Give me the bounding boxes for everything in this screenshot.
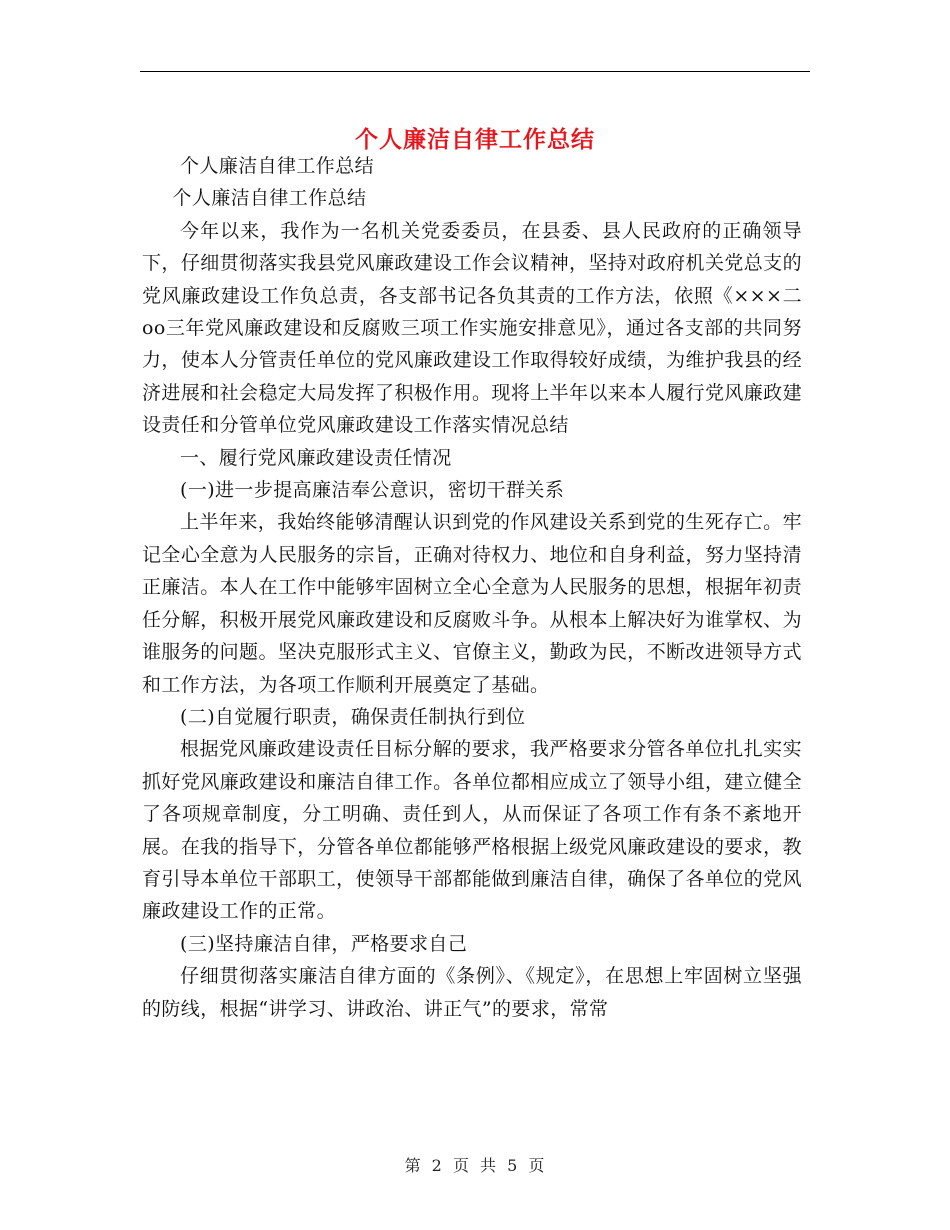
page-number-footer: 第 2 页 共 5 页 [404, 1156, 546, 1175]
subsection-heading-2: (二)自觉履行职责，确保责任制执行到位 [180, 705, 526, 728]
paragraph-subsection-1: 上半年来，我始终能够清醒认识到党的作风建设关系到党的生死存亡。牢记全心全意为人民服务的宗旨，正确对待权力、地位和自身利益，努力坚持清正廉洁。本人在工作中能够牢固树立全心全意为人民服务的思想，根据年初责任分解，积极开展党风廉政建设和反腐败斗争。从根本上解决好为谁掌权、为谁服务的问题。坚决克服形式主义、官僚主义，勤政为民，不断改进领导方式和工作方法，为各项工作顺利开展奠定了基础。 [142, 511, 802, 696]
subsection-heading-3: (三)坚持廉洁自律，严格要求自己 [180, 932, 468, 955]
paragraph-intro: 今年以来，我作为一名机关党委委员，在县委、县人民政府的正确领导下，仔细贯彻落实我县党风廉政建设工作会议精神，坚持对政府机关党总支的党风廉政建设工作负总责，各支部书记各负其责的工作方法，依照《×××二oo三年党风廉政建设和反腐败三项工作实施安排意见》，通过各支部的共同努力，使本人分管责任单位的党风廉政建设工作取得较好成绩，为维护我县的经济进展和社会稳定大局发挥了积极作用。现将上半年以来本人履行党风廉政建设责任和分管单位党风廉政建设工作落实情况总结 [142, 219, 802, 437]
subsection-heading-1: (一)进一步提高廉洁奉公意识，密切干群关系 [180, 479, 565, 502]
paragraph-subsection-2: 根据党风廉政建设责任目标分解的要求，我严格要求分管各单位扎扎实实抓好党风廉政建设和廉洁自律工作。各单位都相应成立了领导小组，建立健全了各项规章制度，分工明确、责任到人，从而保证了各项工作有条不紊地开展。在我的指导下，分管各单位都能够严格根据上级党风廉政建设的要求，教育引导本单位干部职工，使领导干部都能做到廉洁自律，确保了各单位的党风廉政建设工作的正常。 [142, 738, 802, 923]
header-rule [140, 71, 810, 72]
paragraph-subsection-3: 仔细贯彻落实廉洁自律方面的《条例》、《规定》，在思想上牢固树立坚强的防线，根据“讲学习、讲政治、讲正气”的要求，常常 [142, 965, 802, 1020]
document-title: 个人廉洁自律工作总结 [355, 126, 595, 154]
paragraph-heading-repeat-1: 个人廉洁自律工作总结 [180, 155, 375, 177]
paragraph-heading-repeat-2: 个人廉洁自律工作总结 [172, 187, 367, 210]
section-heading-1: 一、履行党风廉政建设责任情况 [180, 446, 452, 469]
document-body [142, 150, 802, 1025]
